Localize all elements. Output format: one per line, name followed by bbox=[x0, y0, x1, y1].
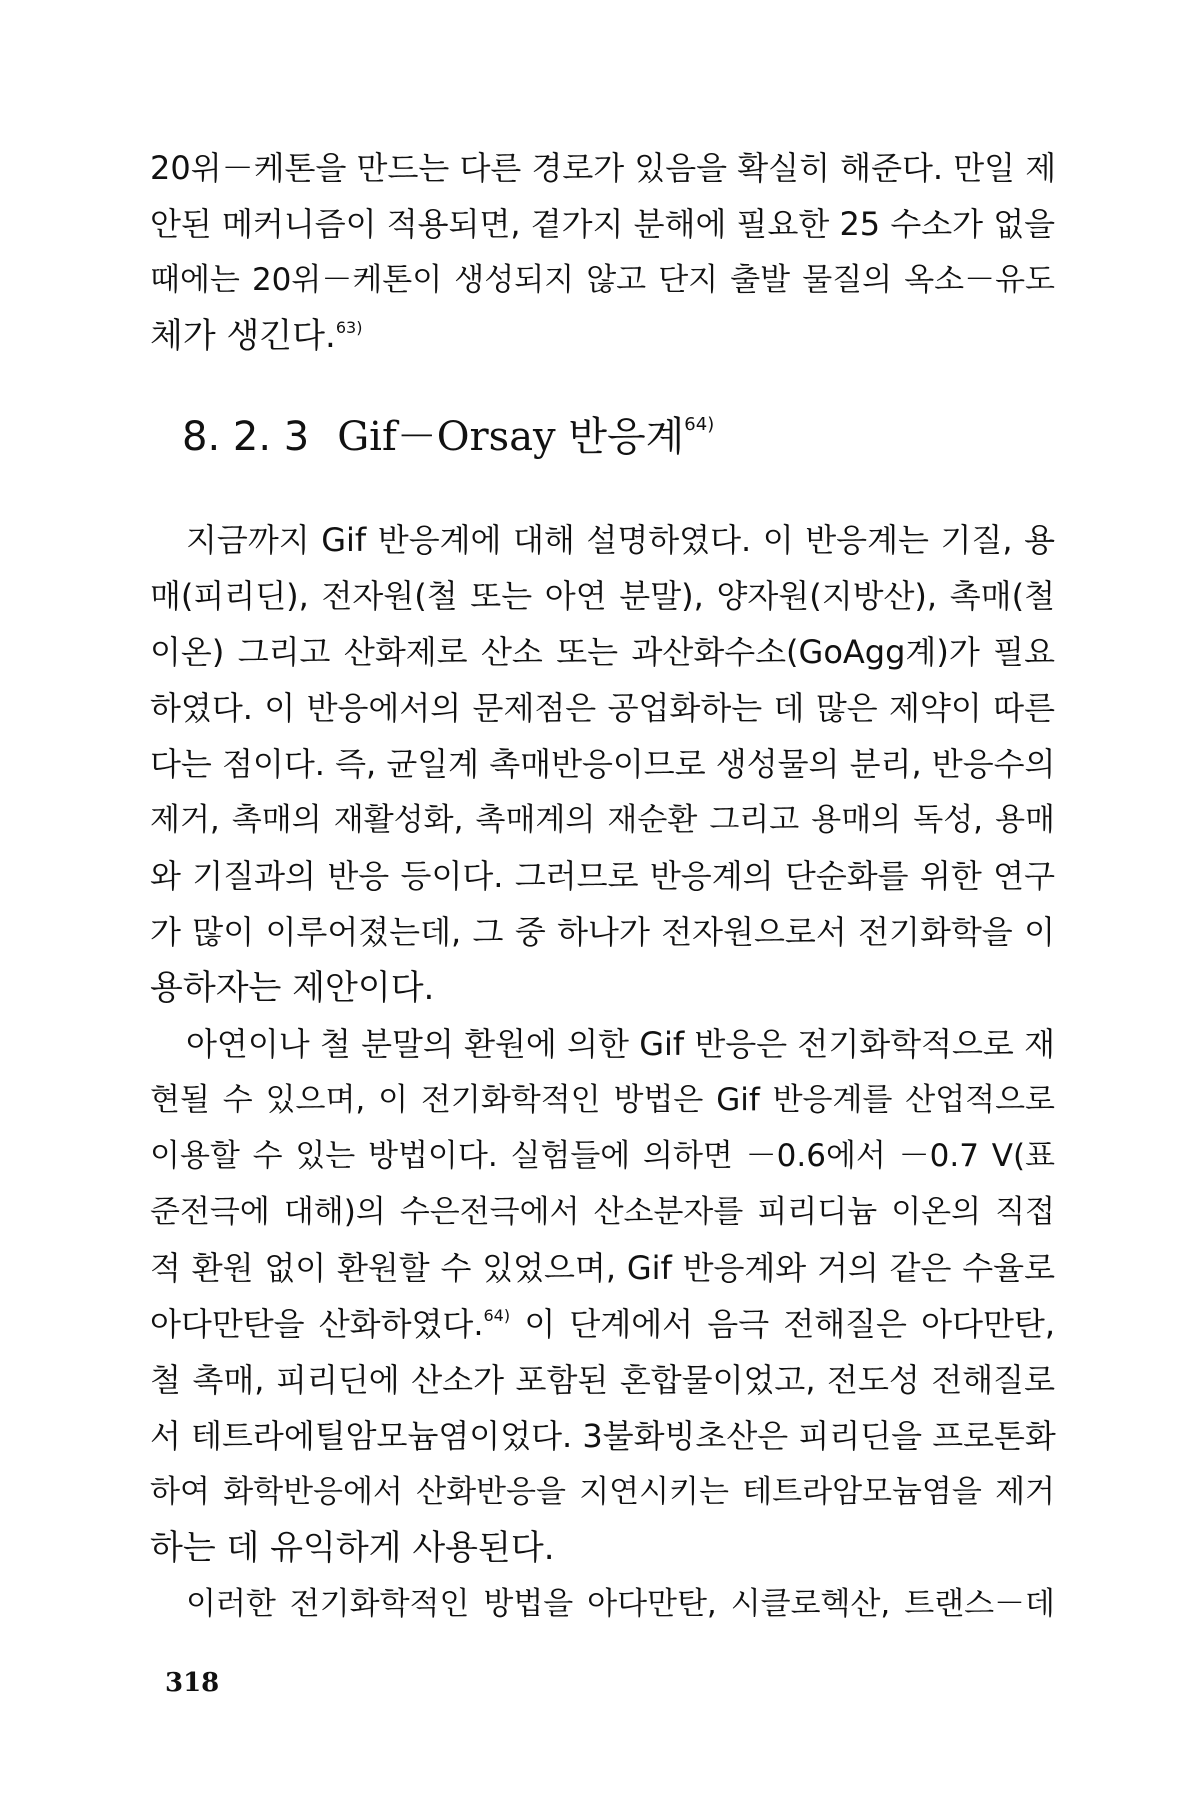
paragraph-3-line-2: 현될 수 있으며, 이 전기화학적인 방법은 Gif 반응계를 산업적으로 bbox=[150, 1082, 1055, 1118]
paragraph-3-line-3: 이용할 수 있는 방법이다. 실험들에 의하면 －0.6에서 －0.7 V(표 bbox=[150, 1138, 1055, 1174]
paragraph-2-line-6: 제거, 촉매의 재활성화, 촉매계의 재순환 그리고 용매의 독성, 용매 bbox=[150, 802, 1055, 838]
paragraph-3-line-9: 하여 화학반응에서 산화반응을 지연시키는 테트라암모늄염을 제거 bbox=[150, 1474, 1055, 1510]
paragraph-3-line-8: 서 테트라에틸암모늄염이었다. 3불화빙초산은 피리딘을 프로톤화 bbox=[150, 1417, 1056, 1455]
paragraph-3-line-7: 철 촉매, 피리딘에 산소가 포함된 혼합물이었고, 전도성 전해질로 bbox=[150, 1361, 1055, 1399]
paragraph-3-line-4: 준전극에 대해)의 수은전극에서 산소분자를 피리디늄 이온의 직접 bbox=[150, 1194, 1055, 1230]
paragraph-2-line-8: 가 많이 이루어졌는데, 그 중 하나가 전자원으로서 전기화학을 이 bbox=[150, 913, 1055, 951]
paragraph-1-last-text: 체가 생긴다. bbox=[150, 316, 336, 356]
paragraph-3-line-1: 아연이나 철 분말의 환원에 의한 Gif 반응은 전기화학적으로 재 bbox=[186, 1025, 1055, 1063]
paragraph-2-line-4: 하였다. 이 반응에서의 문제점은 공업화하는 데 많은 제약이 따른 bbox=[150, 689, 1055, 727]
paragraph-3-ref-before: 아다만탄을 산화하였다. bbox=[150, 1305, 484, 1343]
paragraph-3-ref-after: 이 단계에서 음극 전해질은 아다만탄, bbox=[510, 1305, 1055, 1343]
paragraph-2-line-7: 와 기질과의 반응 등이다. 그러므로 반응계의 단순화를 위한 연구 bbox=[150, 857, 1055, 895]
paragraph-2-line-3: 이온) 그리고 산화제로 산소 또는 과산화수소(GoAgg계)가 필요 bbox=[150, 633, 1055, 671]
paragraph-1-line-4 bbox=[150, 314, 1055, 358]
paragraph-4-line-1: 이러한 전기화학적인 방법을 아다만탄, 시클로헥산, 트랜스－데 bbox=[186, 1586, 1055, 1622]
footnote-ref-64-heading: 64) bbox=[684, 413, 715, 435]
footnote-ref-64: 64) bbox=[483, 1306, 511, 1326]
paragraph-3-line-10: 하는 데 유익하게 사용된다. bbox=[150, 1528, 555, 1568]
section-title: Gif－Orsay 반응계 bbox=[337, 414, 685, 460]
paragraph-2-line-9: 용하자는 제안이다. bbox=[150, 968, 435, 1008]
paragraph-1-line-2: 안된 메커니즘이 적용되면, 곁가지 분해에 필요한 25 수소가 없을 bbox=[150, 205, 1056, 243]
paragraph-1-line-3: 때에는 20위－케톤이 생성되지 않고 단지 출발 물질의 옥소－유도 bbox=[150, 262, 1055, 298]
paragraph-2-line-5: 다는 점이다. 즉, 균일계 촉매반응이므로 생성물의 분리, 반응수의 bbox=[150, 745, 1056, 783]
paragraph-2-line-1: 지금까지 Gif 반응계에 대해 설명하였다. 이 반응계는 기질, 용 bbox=[186, 521, 1055, 559]
section-heading bbox=[182, 412, 714, 462]
section-number: 8. 2. 3 bbox=[182, 414, 310, 460]
paragraph-1-line-1: 20위－케톤을 만드는 다른 경로가 있음을 확실히 해준다. 만일 제 bbox=[150, 149, 1057, 187]
paragraph-3-line-6 bbox=[150, 1302, 1055, 1346]
page-number: 318 bbox=[165, 1668, 220, 1698]
footnote-ref-63: 63) bbox=[335, 317, 363, 337]
paragraph-2-line-2: 매(피리딘), 전자원(철 또는 아연 분말), 양자원(지방산), 촉매(철 bbox=[150, 577, 1055, 615]
paragraph-3-line-5: 적 환원 없이 환원할 수 있었으며, Gif 반응계와 거의 같은 수율로 bbox=[150, 1249, 1055, 1287]
